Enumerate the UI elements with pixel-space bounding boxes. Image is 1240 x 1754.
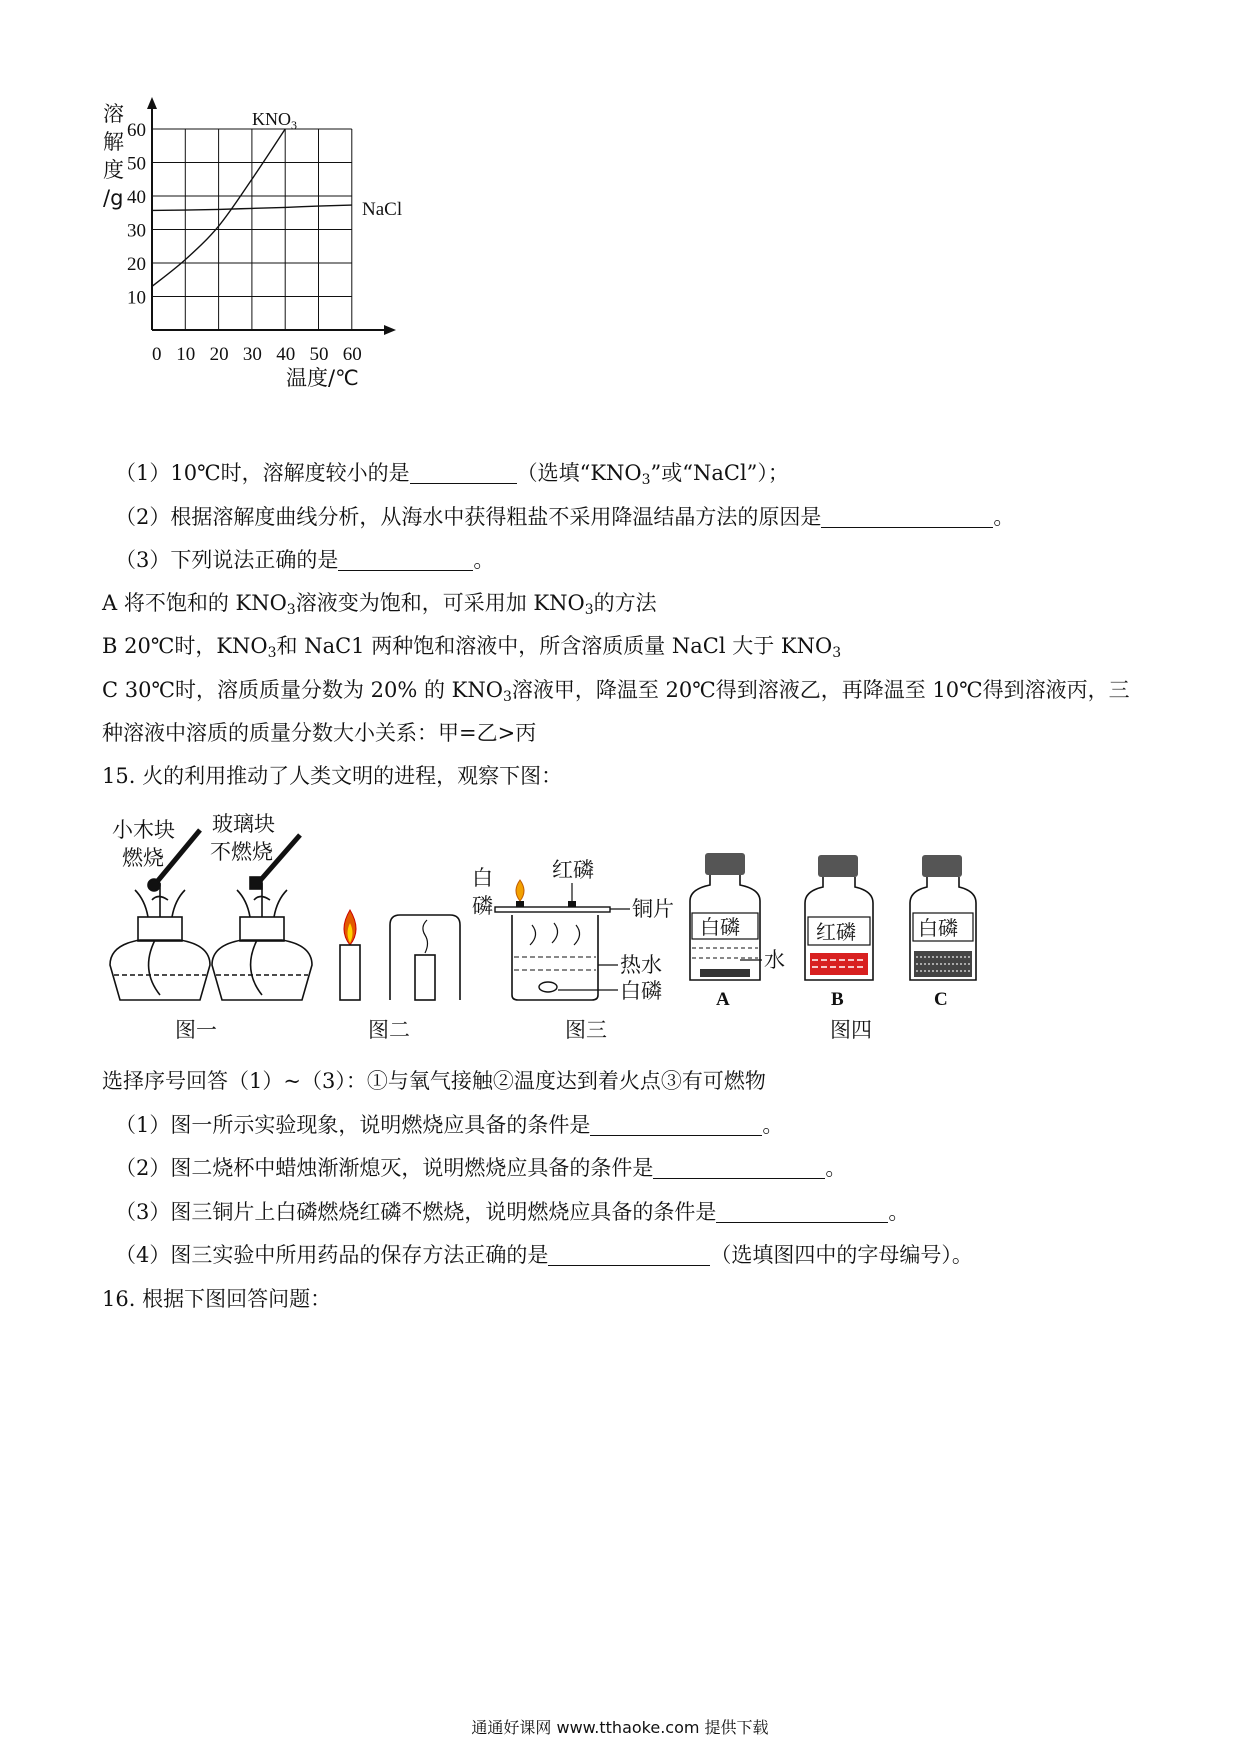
q15-answer-blank-3[interactable] — [716, 1200, 888, 1223]
x-tick-label: 10 — [176, 344, 196, 365]
bottle-a-letter: A — [716, 989, 730, 1010]
q14-option-c: C 30℃时，溶质质量分数为 20% 的 $KNO_3$溶液甲，降温至 20℃得到溶液乙，再降温至 10℃得到溶液丙，三 — [102, 678, 1130, 705]
q14-answer-blank-1[interactable] — [410, 461, 517, 484]
x-tick-labels — [152, 344, 362, 365]
q15-part1: （1）图一所示实验现象，说明燃烧应具备的条件是 。 — [115, 1113, 784, 1137]
nacl-series-label: NaCl — [362, 199, 403, 220]
q15-part2: （2）图二烧杯中蜡烛渐渐熄灭，说明燃烧应具备的条件是 。 — [115, 1156, 847, 1180]
svg-text:白磷: 白磷 — [700, 915, 740, 939]
x-tick-label: 50 — [309, 344, 329, 365]
y-tick-label: 10 — [127, 287, 146, 309]
fire-experiment-figures — [100, 805, 1100, 1055]
q14-option-c-cont: 种溶液中溶质的质量分数大小关系：甲=乙>丙 — [102, 721, 537, 745]
y-tick-label: 40 — [127, 187, 146, 208]
x-tick-label: 20 — [209, 344, 229, 365]
fig3-white-p-label-2: 磷 — [472, 894, 493, 918]
q15-answer-blank-2[interactable] — [653, 1156, 825, 1179]
fig1-label-wood-burns: 燃烧 — [122, 846, 164, 870]
fig1-label-wood: 小木块 — [112, 818, 175, 842]
fig1-label-glass-no-burn: 不燃烧 — [210, 840, 273, 864]
bottle-c — [910, 855, 976, 980]
q14-option-b: B 20℃时，$KNO_3$和 NaC1 两种饱和溶液中，所含溶质质量 NaCl 大于 $KNO_3$ — [102, 634, 842, 661]
red-p-on-plate — [568, 901, 576, 907]
q14-answer-blank-2[interactable] — [821, 505, 993, 528]
q14-answer-blank-3[interactable] — [338, 548, 473, 571]
figure-2 — [340, 910, 460, 1042]
figure-4 — [690, 853, 976, 1042]
x-tick-label: 0 — [152, 344, 162, 365]
fig3-copper-label: 铜片 — [632, 897, 674, 921]
candle-1 — [340, 945, 360, 1000]
q14-part3: （3）下列说法正确的是 。 — [115, 548, 495, 572]
x-tick-label: 40 — [276, 344, 296, 365]
solubility-chart — [100, 95, 460, 440]
y-tick-label: 60 — [127, 120, 146, 141]
smoke — [423, 920, 428, 953]
y-tick-label: 20 — [127, 254, 146, 275]
fig3-white-p-bottom-label: 白磷 — [620, 979, 662, 1003]
fig3-white-p-label-1: 白 — [472, 866, 493, 890]
white-p-flame — [516, 880, 524, 901]
fig1-label-glass: 玻璃块 — [212, 812, 275, 836]
fig3-red-p-label: 红磷 — [552, 858, 594, 882]
grid — [152, 129, 352, 330]
q15-title: 15. 火的利用推动了人类文明的进程，观察下图： — [102, 764, 563, 788]
kno3-series-label: $KNO_3$ — [252, 109, 297, 132]
candle-2 — [415, 955, 435, 1000]
y-tick-labels — [127, 120, 146, 309]
bottle-b-letter: B — [831, 989, 844, 1010]
y-axis-label: 溶解度/g — [103, 102, 124, 210]
fig1-caption: 图一 — [175, 1018, 217, 1042]
svg-text:红磷: 红磷 — [816, 920, 856, 944]
q15-intro: 选择序号回答（1）~（3）：①与氧气接触②温度达到着火点③有可燃物 — [102, 1069, 766, 1093]
y-axis-arrow — [147, 97, 157, 109]
x-tick-label: 60 — [342, 344, 362, 365]
bottle-a — [690, 853, 762, 980]
q15-answer-blank-4[interactable] — [548, 1243, 710, 1266]
x-tick-label: 30 — [242, 344, 262, 365]
q15-answer-blank-1[interactable] — [590, 1113, 762, 1136]
q15-part3: （3）图三铜片上白磷燃烧红磷不燃烧，说明燃烧应具备的条件是 。 — [115, 1200, 910, 1224]
svg-text:白磷: 白磷 — [918, 916, 958, 940]
figure-3 — [472, 858, 674, 1042]
x-axis-arrow — [384, 325, 396, 335]
bottle-b — [805, 855, 873, 980]
water-label: 水 — [764, 948, 785, 972]
bottle-c-letter: C — [934, 989, 948, 1010]
fig2-caption: 图二 — [368, 1018, 410, 1042]
white-p-under-water — [539, 982, 557, 992]
q15-part4: （4）图三实验中所用药品的保存方法正确的是 （选填图四中的字母编号）。 — [115, 1243, 973, 1267]
q14-part1: （1）10℃时，溶解度较小的是 （选填“$KNO_3$”或“NaCl”）； — [115, 461, 789, 488]
y-tick-label: 30 — [127, 220, 146, 242]
fig4-caption: 图四 — [830, 1018, 872, 1042]
q14-option-a: A 将不饱和的 $KNO_3$溶液变为饱和，可采用加 $KNO_3$的方法 — [102, 591, 657, 618]
figure-1 — [110, 812, 312, 1042]
copper-plate — [495, 907, 610, 912]
steam — [530, 923, 580, 945]
y-tick-label: 50 — [127, 153, 146, 175]
x-axis-label: 温度/℃ — [286, 366, 359, 390]
fig3-caption: 图三 — [565, 1018, 607, 1042]
fig3-hot-water-label: 热水 — [620, 953, 662, 977]
page-footer: 通通好课网 www.tthaoke.com 提供下载 — [471, 1718, 769, 1737]
white-p-on-plate — [516, 901, 524, 907]
q14-part2: （2）根据溶解度曲线分析，从海水中获得粗盐不采用降温结晶方法的原因是 。 — [115, 505, 1015, 529]
q16-title: 16. 根据下图回答问题： — [102, 1287, 332, 1311]
